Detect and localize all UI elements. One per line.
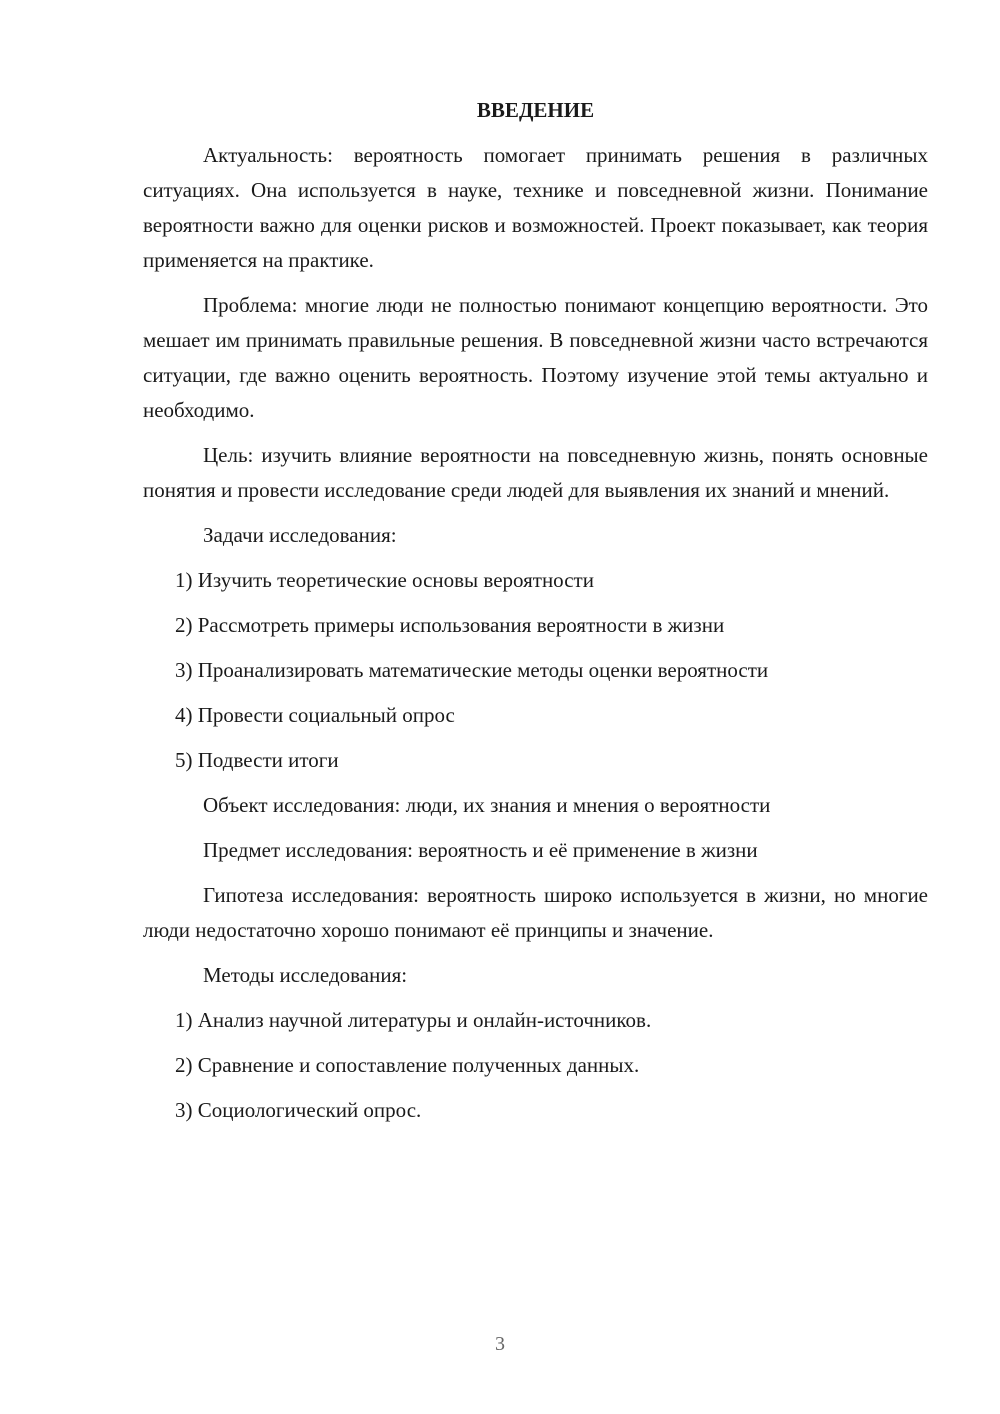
subject-paragraph: Предмет исследования: вероятность и её применение в жизни	[203, 838, 758, 862]
page-content	[143, 92, 928, 1138]
object-paragraph: Объект исследования: люди, их знания и мнения о вероятности	[203, 793, 771, 817]
goal-paragraph: Цель: изучить влияние вероятности на повседневную жизнь, понять основные понятия и провести исследование среди людей для выявления их знаний и мнений.	[143, 443, 928, 502]
tasks-heading: Задачи исследования:	[203, 523, 397, 547]
hypothesis-paragraph: Гипотеза исследования: вероятность широко используется в жизни, но многие люди недостаточно хорошо понимают её принципы и значение.	[143, 883, 928, 942]
task-item: 2) Рассмотреть примеры использования вероятности в жизни	[175, 613, 725, 637]
page-title: ВВЕДЕНИЕ	[476, 98, 595, 122]
problem-paragraph: Проблема: многие люди не полностью понимают концепцию вероятности. Это мешает им принимать правильные решения. В повседневной жизни часто встречаются ситуации, где важно оценить вероятность. Поэтому изучение этой темы актуально и необходимо.	[143, 293, 928, 422]
task-item: 1) Изучить теоретические основы вероятности	[175, 568, 594, 592]
task-item: 5) Подвести итоги	[175, 748, 339, 772]
page-number: 3	[495, 1333, 505, 1355]
relevance-paragraph: Актуальность: вероятность помогает принимать решения в различных ситуациях. Она используется в науке, технике и повседневной жизни. Понимание вероятности важно для оценки рисков и возможностей. Проект показывает, как теория применяется на практике.	[143, 143, 928, 272]
methods-heading: Методы исследования:	[203, 963, 408, 987]
task-item: 4) Провести социальный опрос	[175, 703, 455, 727]
task-item: 3) Проанализировать математические методы оценки вероятности	[175, 658, 769, 682]
method-item: 3) Социологический опрос.	[175, 1098, 422, 1122]
method-item: 1) Анализ научной литературы и онлайн-источников.	[175, 1008, 652, 1032]
method-item: 2) Сравнение и сопоставление полученных данных.	[175, 1053, 640, 1077]
